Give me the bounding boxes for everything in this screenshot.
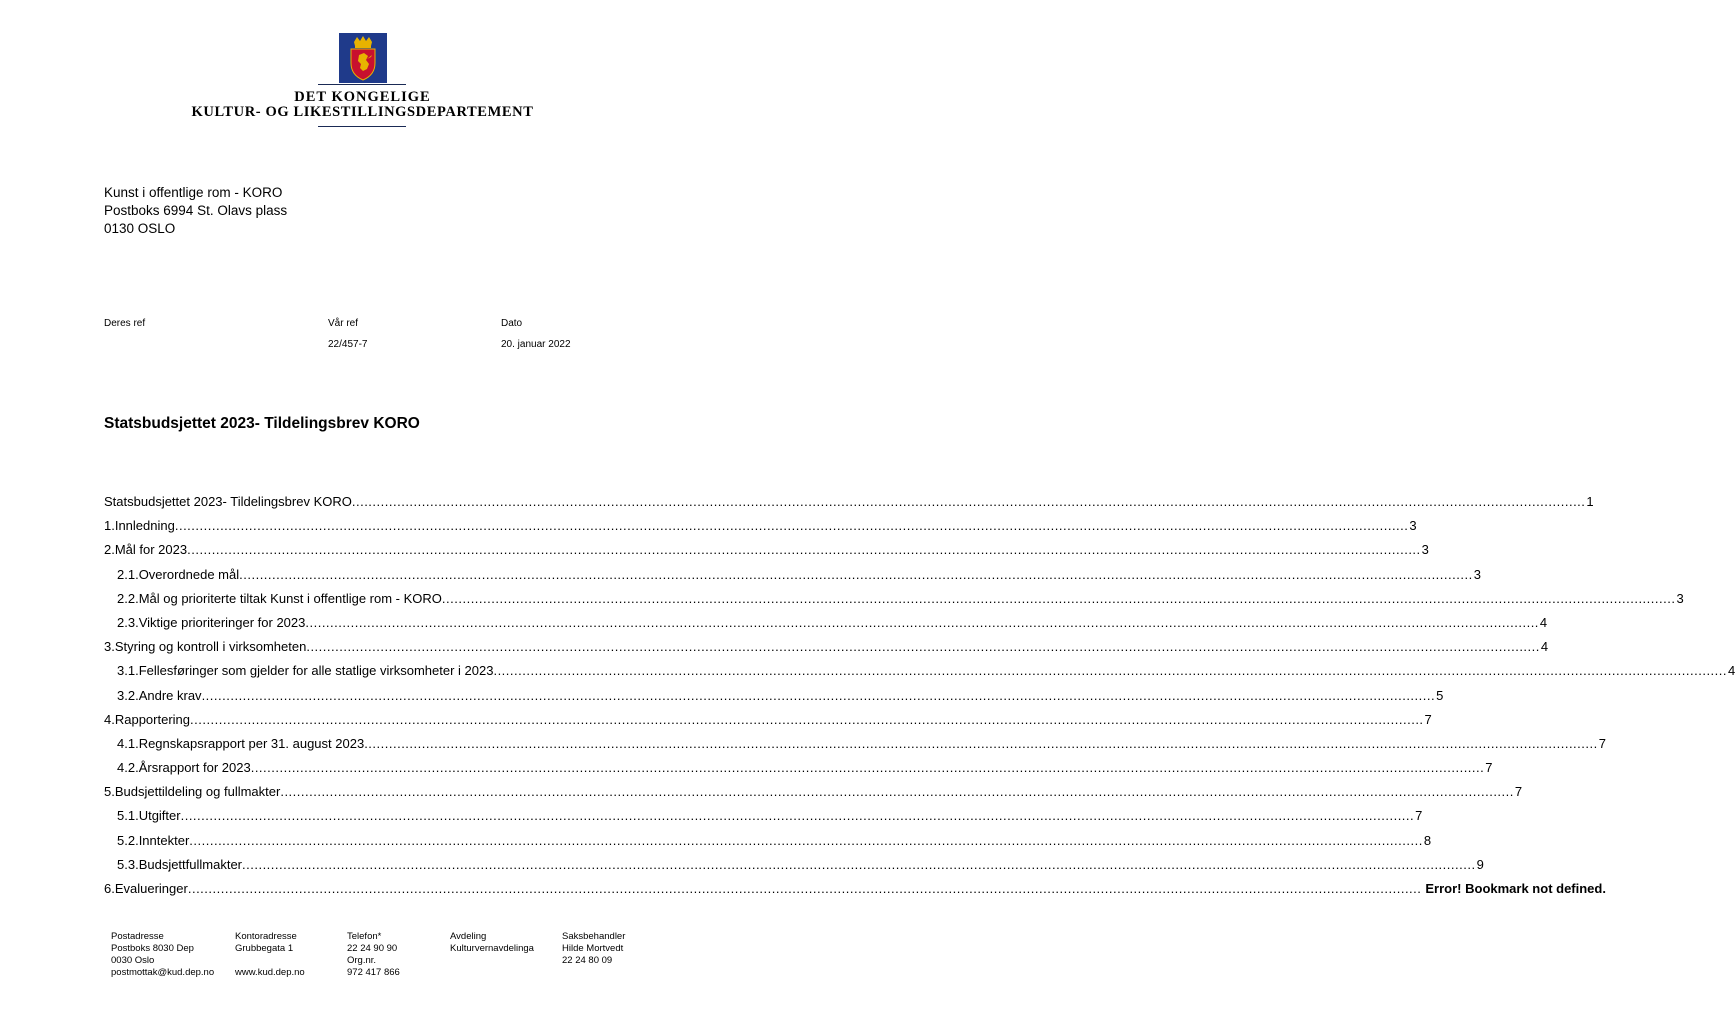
toc-entry-label: Andre krav (138, 687, 202, 703)
toc-entry[interactable] (104, 808, 1423, 832)
toc-entry-number: 4. (104, 711, 115, 727)
toc-entry-number: 2. (104, 542, 115, 558)
dato-label: Dato (501, 318, 523, 329)
toc-leader-dots: ............................................................................................................................................................................................................................................................................................................ (242, 856, 1476, 872)
toc-entry[interactable] (104, 590, 1684, 615)
toc-entry-number: 3.1. (117, 663, 139, 679)
toc-entry[interactable] (104, 881, 1606, 905)
toc-entry-label: Inntekter (138, 832, 190, 848)
toc-leader-dots: ............................................................................................................................................................................................................................................................................................................ (306, 639, 1540, 655)
toc-leader-dots: ............................................................................................................................................................................................................................................................................................................ (250, 760, 1485, 776)
toc-entry[interactable] (104, 494, 1594, 518)
recipient-line: 0130 OSLO (104, 221, 176, 236)
toc-leader-dots: ............................................................................................................................................................................................................................................................................................................ (187, 881, 1422, 896)
logo-divider-top (318, 84, 406, 85)
toc-leader-dots: ............................................................................................................................................................................................................................................................................................................ (351, 494, 1586, 509)
dato (501, 318, 571, 350)
deres-ref (104, 318, 145, 339)
toc-entry-number: 2.1. (117, 566, 139, 582)
department-name-line1: DET KONGELIGE (294, 89, 431, 105)
footer-text: Kontoradresse (235, 931, 297, 942)
toc-entry-page: 3 (1421, 542, 1429, 558)
footer-postal-address (111, 931, 214, 979)
recipient-address (104, 184, 287, 238)
toc-entry-page: 3 (1409, 518, 1417, 534)
footer-website-link[interactable]: www.kud.dep.no (235, 967, 305, 978)
recipient-line: Kunst i offentlige rom - KORO (104, 185, 283, 200)
toc-leader-dots: ............................................................................................................................................................................................................................................................................................................ (493, 663, 1727, 679)
footer-text: Postadresse (111, 931, 164, 942)
toc-entry[interactable] (104, 663, 1735, 687)
toc-entry-page: 7 (1415, 808, 1423, 824)
footer-text: Avdeling (450, 931, 487, 942)
toc-entry-number: 5.2. (117, 832, 139, 848)
toc-entry[interactable] (104, 735, 1606, 760)
toc-entry-page: 8 (1423, 832, 1432, 848)
document-title: Statsbudsjettet 2023- Tildelingsbrev KORO (104, 415, 420, 432)
table-of-contents (104, 494, 1735, 905)
toc-entry-page: 3 (1473, 566, 1481, 582)
toc-entry-label: Budsjettfullmakter (138, 856, 243, 872)
toc-entry-page: 7 (1514, 784, 1523, 800)
toc-entry[interactable] (104, 687, 1444, 712)
toc-entry-page: Error! Bookmark not defined. (1421, 881, 1606, 896)
toc-entry-label: Viktige prioriteringer for 2023 (138, 614, 306, 630)
toc-entry-page: 7 (1424, 711, 1432, 727)
department-name-line2: KULTUR- OG LIKESTILLINGSDEPARTEMENT (191, 104, 534, 120)
toc-entry-number: 3. (104, 639, 115, 655)
footer-text: Postboks 8030 Dep (111, 943, 194, 954)
footer-case-officer (562, 931, 625, 967)
toc-leader-dots: ............................................................................................................................................................................................................................................................................................................ (239, 566, 1473, 582)
toc-leader-dots: ............................................................................................................................................................................................................................................................................................................ (174, 518, 1409, 534)
footer-text: Telefon* (347, 931, 382, 942)
toc-entry[interactable] (104, 566, 1481, 591)
toc-leader-dots: ............................................................................................................................................................................................................................................................................................................ (190, 711, 1424, 727)
toc-entry[interactable] (104, 639, 1549, 663)
toc-leader-dots: ............................................................................................................................................................................................................................................................................................................ (305, 614, 1539, 630)
recipient-line: Postboks 6994 St. Olavs plass (104, 203, 288, 218)
toc-entry-number: 4.2. (117, 760, 139, 776)
toc-entry-page: 7 (1485, 760, 1493, 776)
footer-text: Org.nr. (347, 955, 377, 966)
toc-entry[interactable] (104, 784, 1523, 808)
toc-leader-dots: ............................................................................................................................................................................................................................................................................................................ (201, 687, 1436, 703)
footer-text (235, 955, 305, 967)
toc-leader-dots: ............................................................................................................................................................................................................................................................................................................ (364, 735, 1598, 751)
toc-entry-label: Innledning (114, 518, 175, 534)
toc-entry-number: 5.1. (117, 808, 139, 824)
toc-leader-dots: ............................................................................................................................................................................................................................................................................................................ (180, 808, 1415, 824)
toc-entry-page: 3 (1676, 590, 1684, 606)
toc-leader-dots: ............................................................................................................................................................................................................................................................................................................ (280, 784, 1514, 800)
footer-text: 972 417 866 (347, 967, 400, 978)
crest-icon (339, 33, 387, 83)
toc-entry[interactable] (104, 518, 1417, 542)
toc-entry-number: 5.3. (117, 856, 139, 872)
toc-leader-dots: ............................................................................................................................................................................................................................................................................................................ (441, 590, 1676, 606)
toc-entry-page: 4 (1728, 663, 1735, 679)
footer-text: Grubbegata 1 (235, 943, 294, 954)
toc-entry-label: Budsjettildeling og fullmakter (114, 784, 281, 800)
toc-entry-number: 2.2. (117, 590, 139, 606)
toc-entry-label: Rapportering (114, 711, 190, 727)
logo-divider-bottom (318, 126, 406, 127)
toc-entry-label: Fellesføringer som gjelder for alle statlige virksomheter i 2023 (138, 663, 494, 679)
var-ref-label: Vår ref (328, 318, 359, 329)
toc-entry-page: 9 (1476, 856, 1484, 872)
toc-entry[interactable] (104, 760, 1493, 784)
footer-email-link[interactable]: postmottak@kud.dep.no (111, 967, 215, 978)
toc-entry-page: 5 (1436, 687, 1444, 703)
toc-leader-dots: ............................................................................................................................................................................................................................................................................................................ (189, 832, 1423, 848)
toc-entry-label: Evalueringer (114, 881, 188, 896)
deres-ref-label: Deres ref (104, 318, 146, 329)
toc-entry-label: Årsrapport for 2023 (138, 760, 251, 776)
toc-entry-label: Regnskapsrapport per 31. august 2023 (138, 735, 365, 751)
var-ref (328, 318, 367, 350)
toc-entry-label: Styring og kontroll i virksomheten (114, 639, 307, 655)
toc-entry[interactable] (104, 711, 1432, 736)
coat-of-arms-logo (0, 33, 725, 83)
footer-text: 22 24 80 09 (562, 955, 613, 966)
footer-text: 22 24 90 90 (347, 943, 398, 954)
footer-text: 0030 Oslo (111, 955, 155, 966)
toc-entry-label: Mål for 2023 (114, 542, 188, 558)
toc-entry-number: 5. (104, 784, 115, 800)
footer-department (450, 931, 534, 955)
footer-text: Kulturvernavdelinga (450, 943, 534, 954)
toc-entry-label: Utgifter (138, 808, 181, 824)
footer-text: Hilde Mortvedt (562, 943, 624, 954)
toc-entry-page: 4 (1539, 614, 1548, 630)
toc-entry[interactable] (104, 614, 1548, 639)
toc-entry[interactable] (104, 856, 1484, 881)
var-ref-value: 22/457-7 (328, 339, 368, 350)
toc-entry-label: Overordnede mål (138, 566, 240, 582)
toc-entry-number: 6. (104, 881, 115, 896)
toc-entry-number: 1. (104, 518, 115, 534)
footer-text: Saksbehandler (562, 931, 626, 942)
toc-entry-label: Mål og prioriterte tiltak Kunst i offentlige rom - KORO (138, 590, 442, 606)
toc-entry-page: 7 (1598, 735, 1606, 751)
toc-leader-dots: ............................................................................................................................................................................................................................................................................................................ (187, 542, 1421, 558)
footer-phone (347, 931, 400, 979)
toc-entry-number: 3.2. (117, 687, 139, 703)
toc-entry[interactable] (104, 832, 1432, 857)
toc-entry[interactable] (104, 542, 1429, 566)
footer-office-address (235, 931, 305, 979)
toc-entry-number: 4.1. (117, 735, 139, 751)
dato-value: 20. januar 2022 (501, 339, 571, 350)
toc-entry-page: 1 (1586, 494, 1594, 509)
toc-entry-label: Statsbudsjettet 2023- Tildelingsbrev KORO (104, 494, 352, 509)
toc-entry-number: 2.3. (117, 614, 139, 630)
toc-entry-page: 4 (1540, 639, 1549, 655)
